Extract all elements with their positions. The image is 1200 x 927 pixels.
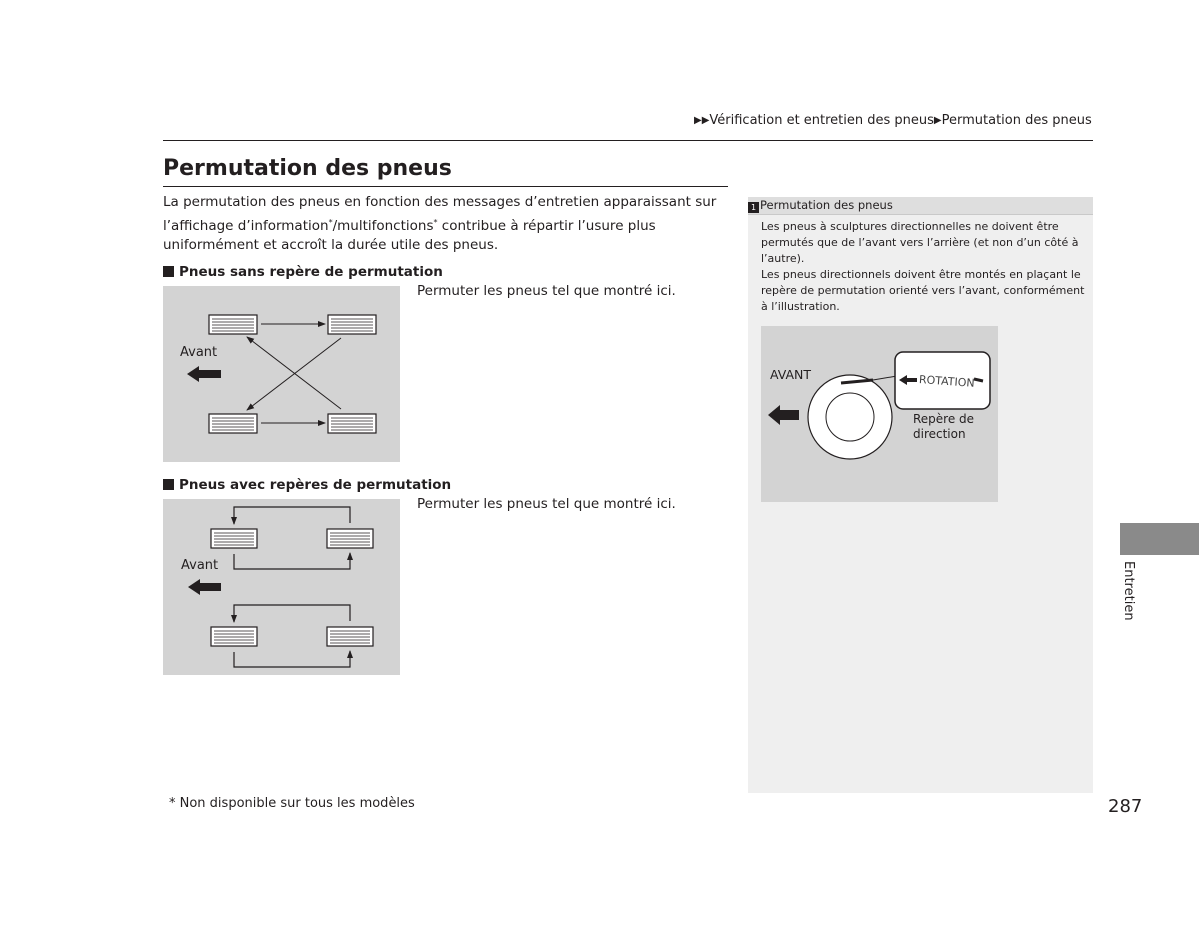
label-rotation: ROTATION [918,373,976,390]
tire-rear-right [328,414,376,433]
label-front: AVANT [770,367,812,382]
diagram-label-front: Avant [181,558,219,573]
directional-tire-figure [761,326,998,502]
rotation-mark-tail [974,379,983,381]
chapter-tab [1120,523,1199,555]
callout-line [873,376,897,380]
title-rule [163,186,728,187]
section-text: Permuter les pneus tel que montré ici. [417,283,676,299]
sidebar-paragraph: Les pneus à sculptures directionnelles ne doivent être permutés que de l’avant vers l’arrière (et non d’un côté à l’autre). [761,220,1079,265]
arrow-cross-1 [247,338,341,410]
tire-front-right [327,529,373,548]
section-heading-no-mark [163,264,443,280]
tire-rear-left [209,414,257,433]
sidebar-heading-text: Permutation des pneus [760,198,893,212]
square-bullet-icon [163,266,174,277]
label-direction-line2: direction [913,427,966,441]
arrow-cross-2 [247,337,341,409]
front-arrow-icon [768,405,799,425]
intro-part3: contribue à répartir l’usure plus uniformément et accroît la durée utile des pneus. [163,217,656,253]
intro-part1: La permutation des pneus en fonction des messages d’entretien apparaissant sur l’affichage d’information [163,194,717,234]
page-title: Permutation des pneus [163,156,452,181]
intro-part2: /multifonctions [332,217,434,234]
wheel-icon [826,393,874,441]
header-rule [163,140,1093,141]
tire-front-right [328,315,376,334]
reference-number-icon: 1 [748,202,759,213]
sidebar-heading [748,197,1093,215]
double-triangle-icon: ▶▶ [694,115,710,126]
diagram-label-front: Avant [180,345,218,360]
sidebar-paragraph: Les pneus directionnels doivent être montés en plaçant le repère de permutation orienté vers l’avant, conformément à l’illustration. [761,268,1085,313]
tire-rear-left [211,627,257,646]
rotation-diagram-same-side [163,499,400,675]
arrow-front-right-to-left [234,507,350,524]
tire-front-left [211,529,257,548]
same-side-rotation-svg [163,499,400,675]
section-heading-with-mark [163,477,451,493]
front-arrow-icon [187,366,221,382]
square-bullet-icon [163,479,174,490]
sidebar-body [761,219,1086,315]
footnote-mark: * [328,217,333,227]
breadcrumb [694,113,1092,128]
footnote: * Non disponible sur tous les modèles [169,796,415,811]
cross-rotation-svg [163,286,400,462]
breadcrumb-section: Vérification et entretien des pneus [709,113,934,128]
arrow-rear-left-to-right [234,651,350,667]
section-heading-text: Pneus avec repères de permutation [179,477,452,493]
tire-rear-right [327,627,373,646]
intro-paragraph [163,193,728,256]
section-text: Permuter les pneus tel que montré ici. [417,496,676,512]
chapter-tab-label: Entretien [1121,561,1136,621]
section-heading-text: Pneus sans repère de permutation [179,264,443,280]
label-direction-mark [913,412,974,442]
footnote-mark: * [433,217,438,227]
tire-front-left [209,315,257,334]
arrow-front-left-to-right [234,553,350,569]
triangle-icon: ▶ [933,115,942,126]
front-arrow-icon [188,579,221,595]
arrow-rear-right-to-left [234,605,350,622]
rotation-diagram-cross [163,286,400,462]
label-direction-line1: Repère de [913,412,975,426]
page-number: 287 [1108,796,1143,817]
breadcrumb-page: Permutation des pneus [941,113,1092,128]
